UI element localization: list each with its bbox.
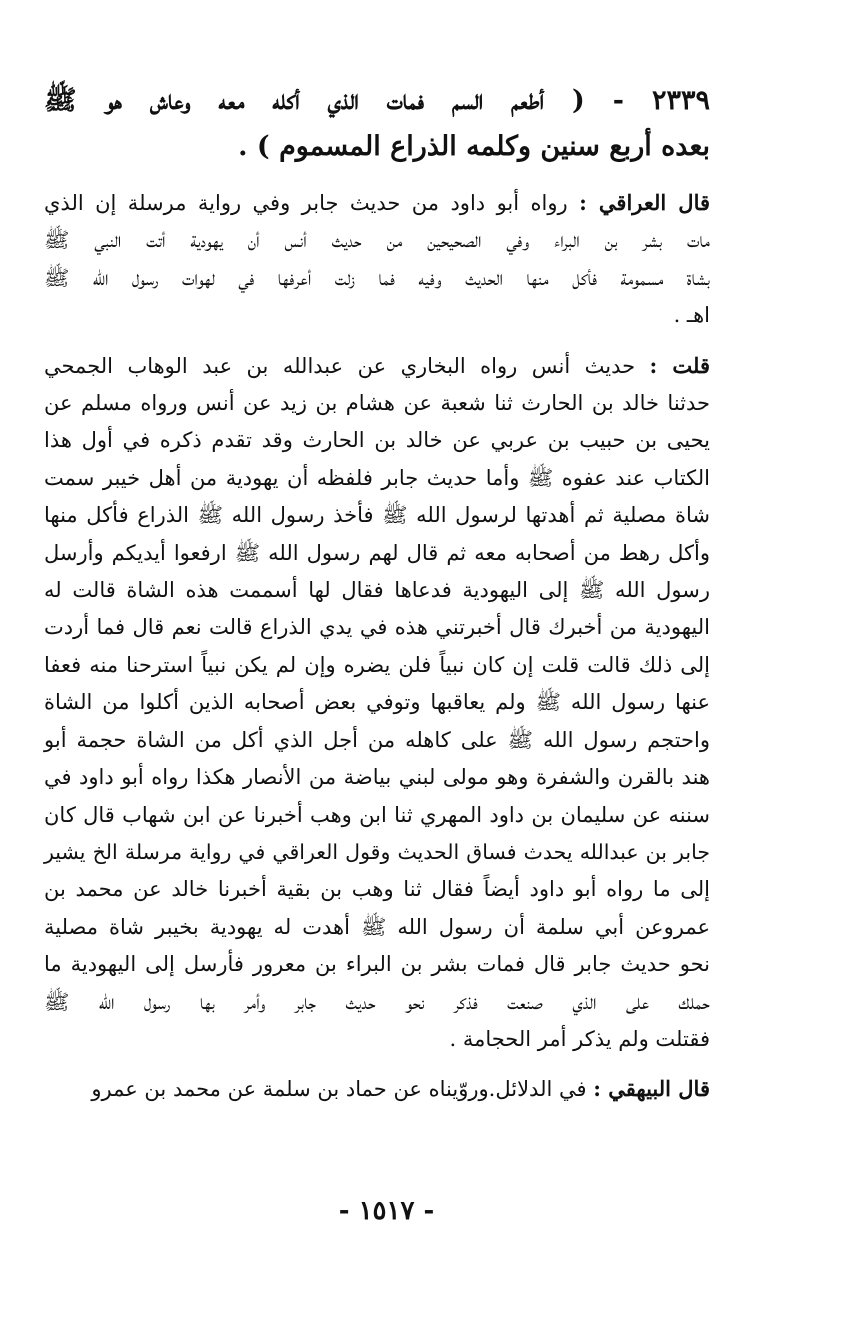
text-line: اليهودية من أخبرك قال أخبرتني هذه في يدي الذراع قالت نعم قال فما أردت — [44, 615, 710, 640]
text-line: مات بشر بن البراء وفي الصحيحين من حديث أنس أن يهودية أتت النبي ﷺ — [44, 228, 710, 253]
text-line: عمروعن أبي سلمة أن رسول الله ﷺ أهدت له يهودية بخيبر شاة مصلية — [44, 914, 710, 939]
text-line: جابر بن عبدالله يحدث فساق الحديث وقول العراقي في رواية مرسلة الخ يشير — [44, 839, 710, 864]
line-text: حديث أنس رواه البخاري عن عبدالله بن عبد الوهاب الجمحي — [44, 353, 650, 378]
text-line: رسول الله ﷺ إلى اليهودية فدعاها فقال لها أسممت هذه الشاة قالت له — [44, 578, 710, 603]
text-line: اهـ . — [673, 303, 710, 328]
text-line: الكتاب عند عفوه ﷺ وأما حديث جابر فلفظه أن يهودية من أهل خيبر سمت — [44, 465, 710, 490]
commentator-label: قال العراقي : — [579, 190, 711, 215]
hadith-heading — [44, 78, 710, 170]
text-line: إلى ذلك قالت قلت إن كان نبياً فلن يضره وإن لم يكن نبياً استرحنا منه فعفا — [44, 652, 710, 677]
text-line: عنها رسول الله ﷺ ولم يعاقبها وتوفي بعض أصحابه الذين أكلوا من الشاة — [44, 690, 710, 715]
text-line: حدثنا خالد بن الحارث ثنا شعبة عن هشام بن زيد عن أنس ورواه مسلم عن — [44, 391, 710, 416]
bayhaqi-commentary — [44, 1070, 710, 1108]
text-line: يحيى بن حبيب بن عربي عن خالد بن الحارث وقد تقدم ذكره في أول هذا — [44, 428, 710, 453]
author-commentary — [44, 347, 710, 1059]
text-line: بشاة مسمومة فأكل منها الحديث وفيه فما زلت أعرفها في لهوات رسول الله ﷺ — [44, 265, 710, 290]
text-line: سننه عن سليمان بن داود المهري ثنا ابن وهب أخبرنا عن ابن شهاب قال كان — [44, 802, 710, 827]
text-line: فقتلت ولم يذكر أمر الحجامة . — [449, 1026, 710, 1051]
heading-line: بعده أربع سنين وكلمه الذراع المسموم ) . — [238, 131, 710, 162]
line-text: رواه أبو داود من حديث جابر وفي رواية مرسلة إن الذي — [44, 191, 580, 215]
text-line: واحتجم رسول الله ﷺ على كاهله من أجل الذي أكل من الشاة حجمة أبو — [44, 727, 710, 752]
document-page — [44, 78, 710, 1109]
heading-line: ٢٣٣٩ - ( أطعم السم فمات الذي أكله معه وعاش هو ﷺ — [44, 85, 710, 116]
iraqi-commentary — [44, 184, 710, 335]
page-number: - ١٥١٧ - — [338, 1196, 435, 1226]
text-line — [44, 347, 710, 385]
text-line: شاة مصلية ثم أهدتها لرسول الله ﷺ فأخذ رسول الله ﷺ الذراع فأكل منها — [44, 503, 710, 528]
commentator-label: قلت : — [649, 352, 710, 378]
commentator-label: قال البيهقي : — [593, 1076, 710, 1102]
line-text: في الدلائل.وروّيناه عن حماد بن سلمة عن محمد بن عمرو — [91, 1077, 594, 1102]
text-line: هند بالقرن والشفرة وهو مولى لبني بياضة من الأنصار هكذا رواه أبو داود في — [44, 765, 710, 790]
text-line: نحو حديث جابر قال فمات بشر بن البراء بن معرور فأرسل إلى اليهودية ما — [44, 952, 710, 977]
text-line: حملك على الذي صنعت فذكر نحو حديث جابر وأمر بها رسول الله ﷺ — [44, 989, 710, 1014]
text-line — [44, 1070, 710, 1108]
text-line: إلى ما رواه أبو داود أيضاً فقال ثنا وهب بن بقية أخبرنا خالد عن محمد بن — [44, 877, 710, 902]
text-line — [44, 184, 710, 222]
text-line: وأكل رهط من أصحابه معه ثم قال لهم رسول الله ﷺ ارفعوا أيديكم وأرسل — [44, 540, 710, 565]
